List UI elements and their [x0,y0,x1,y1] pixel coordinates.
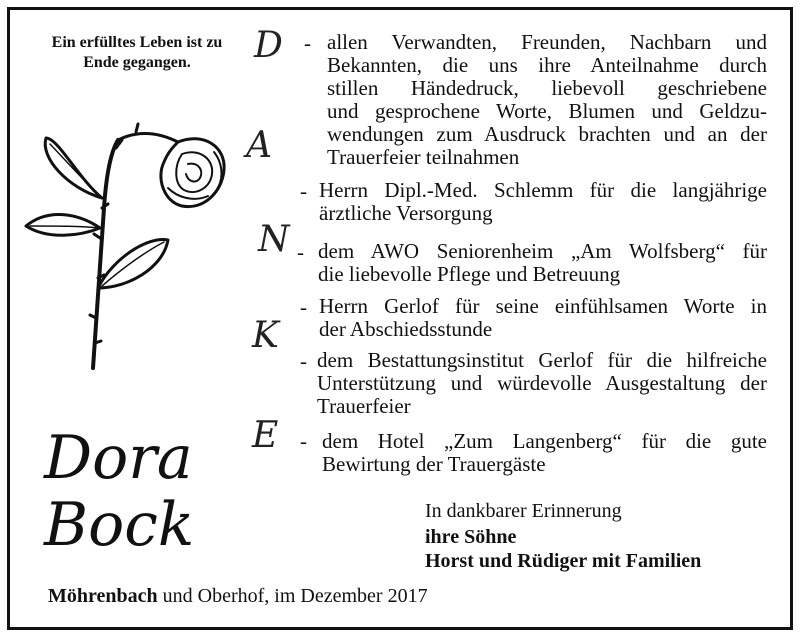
danke-letter-a: A [246,125,272,166]
danke-letter-k: K [252,315,279,356]
entry-line: dem Bestattungsinstitut Gerlof für die hilfreiche [317,348,767,372]
entry-dash: - [297,240,304,264]
danke-letter-d: D [254,25,283,66]
footer-rest: und Oberhof, im Dezember 2017 [162,585,428,607]
entry-dash: - [300,349,307,373]
entry-line: die liebevolle Pflege und Betreuung [318,262,621,286]
entry-line: Herrn Gerlof für seine einfühlsamen Worte in [319,294,767,318]
entry-line: Unterstützung und würdevolle Ausgestaltung der [317,371,767,395]
thanks-entry-6 [322,430,767,476]
thanks-entry-3 [318,240,767,286]
entry-dash: - [300,179,307,203]
entry-line: der Abschiedsstunde [319,317,493,341]
entry-line: und gesprochene Worte, Blumen und Geldzu- [327,99,767,123]
danke-letter-n: N [258,219,290,260]
thanks-entry-4 [319,295,767,341]
entry-line: allen Verwandten, Freunden, Nachbarn und [327,30,767,54]
entry-line: Trauerfeier teilnahmen [327,145,520,169]
deceased-last-name: Bock [44,490,195,560]
entry-dash: - [304,31,311,55]
entry-line: Trauerfeier [317,394,411,418]
entry-line: dem Hotel „Zum Langenberg“ für die gute [322,429,767,453]
entry-line: ärztliche Versorgung [319,201,493,225]
entry-line: stillen Händedruck, liebevoll geschriebene [327,76,767,100]
entry-line: Herrn Dipl.-Med. Schlemm für die langjährige [319,178,767,202]
closing-names: Horst und Rüdiger mit Familien [425,550,702,572]
entry-dash: - [300,295,307,319]
entry-line: Bekannten, die uns ihre Anteilnahme durch [327,53,767,77]
thanks-entry-2 [319,179,767,225]
closing-sons: ihre Söhne [425,526,517,548]
entry-line: dem AWO Seniorenheim „Am Wolfsberg“ für [318,239,767,263]
rose-illustration [18,118,248,378]
deceased-first-name: Dora [44,423,193,493]
thanks-entry-5 [317,349,767,418]
closing-line: In dankbarer Erinnerung [425,500,622,522]
thanks-entry-1 [327,31,767,169]
motto-line-1: Ein erfülltes Leben ist zu [51,34,223,51]
motto-line-2: Ende gegangen. [83,54,191,71]
footer-place-date [48,584,428,608]
footer-place: Möhrenbach [48,585,158,607]
entry-dash: - [300,429,307,453]
danke-letter-e: E [252,415,279,456]
entry-line: Bewirtung der Trauergäste [322,452,546,476]
entry-line: wendungen zum Ausdruck brachten und an der [327,122,767,146]
motto [22,33,252,73]
